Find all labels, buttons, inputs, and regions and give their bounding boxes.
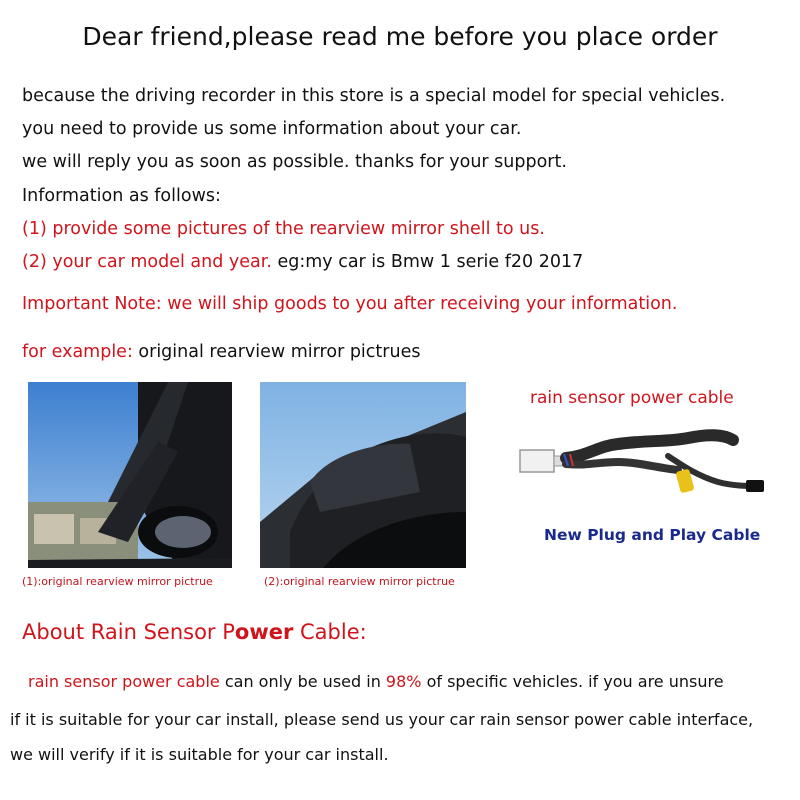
photo-1-caption: (1):original rearview mirror pictrue — [22, 575, 213, 588]
example-line — [22, 342, 420, 362]
info-item-2-red: (2) your car model and year. — [22, 252, 272, 272]
intro-line-2: you need to provide us some information about your car. — [22, 119, 522, 139]
about-heading-part-2: ower — [234, 620, 294, 644]
example-text: original rearview mirror pictrues — [132, 342, 421, 362]
info-item-2 — [22, 252, 583, 272]
intro-line-1: because the driving recorder in this store is a special model for special vehicles. — [22, 86, 726, 106]
about-heading — [22, 620, 367, 644]
example-label: for example: — [22, 342, 133, 362]
cable-title: rain sensor power cable — [530, 388, 734, 408]
important-note: Important Note: we will ship goods to you after receiving your information. — [22, 294, 678, 314]
intro-line-3: we will reply you as soon as possible. thanks for your support. — [22, 152, 567, 172]
about-paragraph-line-3: we will verify if it is suitable for your car install. — [10, 745, 389, 764]
info-item-1: (1) provide some pictures of the rearview mirror shell to us. — [22, 219, 545, 239]
rearview-mirror-photo-1-image — [28, 382, 232, 568]
cable-caption: New Plug and Play Cable — [544, 526, 761, 544]
photo-2-caption: (2):original rearview mirror pictrue — [264, 575, 455, 588]
about-heading-part-3: Cable: — [293, 620, 367, 644]
rearview-mirror-photo-1 — [28, 382, 232, 568]
about-paragraph-line-1 — [28, 672, 724, 691]
rain-sensor-cable-image — [518, 426, 766, 510]
about-text-2: of specific vehicles. if you are unsure — [421, 672, 724, 691]
page-title: Dear friend,please read me before you place order — [82, 22, 718, 51]
about-cable-name: rain sensor power cable — [28, 672, 220, 691]
rearview-mirror-photo-2 — [260, 382, 466, 568]
rain-sensor-cable-photo — [518, 426, 766, 510]
rearview-mirror-photo-2-image — [260, 382, 466, 568]
info-item-2-example: eg:my car is Bmw 1 serie f20 2017 — [271, 252, 584, 272]
about-text-1: can only be used in — [219, 672, 386, 691]
info-heading: Information as follows: — [22, 186, 221, 206]
about-percentage: 98% — [385, 672, 422, 691]
about-heading-part-1: About Rain Sensor P — [22, 620, 235, 644]
about-paragraph-line-2: if it is suitable for your car install, please send us your car rain sensor power cable interface, — [10, 710, 754, 729]
